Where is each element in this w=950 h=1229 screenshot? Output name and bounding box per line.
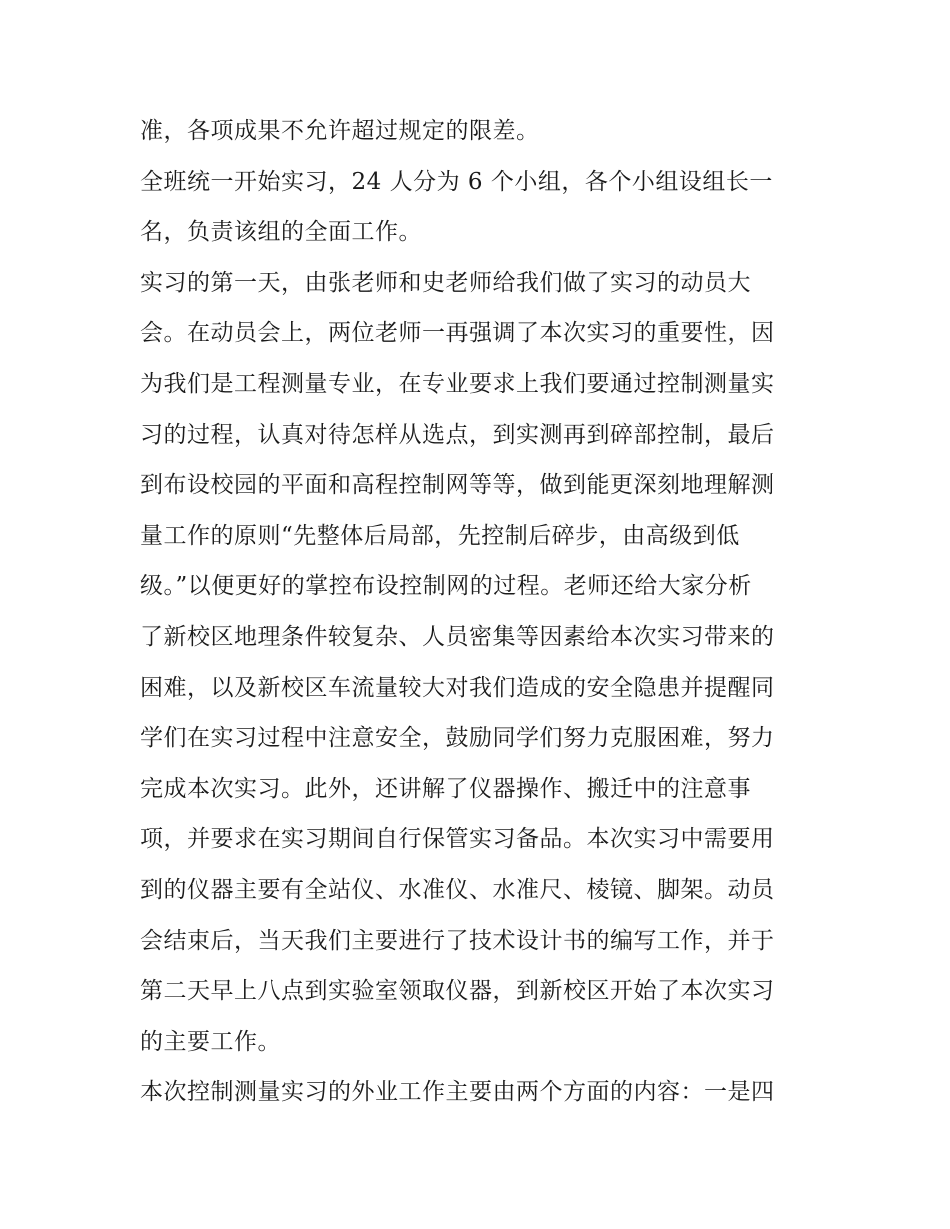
- text-line: 习的过程，认真对待怎样从选点，到实测再到碎部控制，最后: [140, 421, 775, 448]
- text-line: 项，并要求在实习期间自行保管实习备品。本次实习中需要用: [140, 826, 775, 853]
- text-line: 会结束后，当天我们主要进行了技术设计书的编写工作，并于: [140, 927, 775, 954]
- text-line: 本次控制测量实习的外业工作主要由两个方面的内容：一是四: [140, 1079, 775, 1106]
- text-line: 到布设校园的平面和高程控制网等等，做到能更深刻地理解测: [140, 472, 775, 499]
- document-body: [140, 106, 820, 1118]
- text-line: 准，各项成果不允许超过规定的限差。: [140, 118, 540, 144]
- text-line: 量工作的原则“先整体后局部，先控制后碎步，由高级到低: [140, 522, 740, 549]
- text-line: 级。”以便更好的掌控布设控制网的过程。老师还给大家分析: [140, 573, 752, 600]
- text-line: 到的仪器主要有全站仪、水准仪、水准尺、棱镜、脚架。动员: [140, 876, 775, 903]
- text-line: 为我们是工程测量专业，在专业要求上我们要通过控制测量实: [140, 370, 775, 397]
- text-line: 困难，以及新校区车流量较大对我们造成的安全隐患并提醒同: [140, 674, 775, 701]
- text-line: 完成本次实习。此外，还讲解了仪器操作、搬迁中的注意事: [140, 775, 751, 802]
- text-line: 的主要工作。: [140, 1028, 281, 1055]
- text-line: 会。在动员会上，两位老师一再强调了本次实习的重要性，因: [140, 320, 775, 347]
- text-line: 第二天早上八点到实验室领取仪器，到新校区开始了本次实习: [140, 978, 775, 1005]
- text-line: 了新校区地理条件较复杂、人员密集等因素给本次实习带来的: [140, 623, 775, 650]
- text-line: 学们在实习过程中注意安全，鼓励同学们努力克服困难，努力: [140, 725, 775, 752]
- text-line: 实习的第一天，由张老师和史老师给我们做了实习的动员大: [140, 269, 751, 296]
- text-line: 全班统一开始实习，24 人分为 6 个小组，各个小组设组长一: [140, 168, 773, 195]
- text-line: 名，负责该组的全面工作。: [140, 219, 422, 246]
